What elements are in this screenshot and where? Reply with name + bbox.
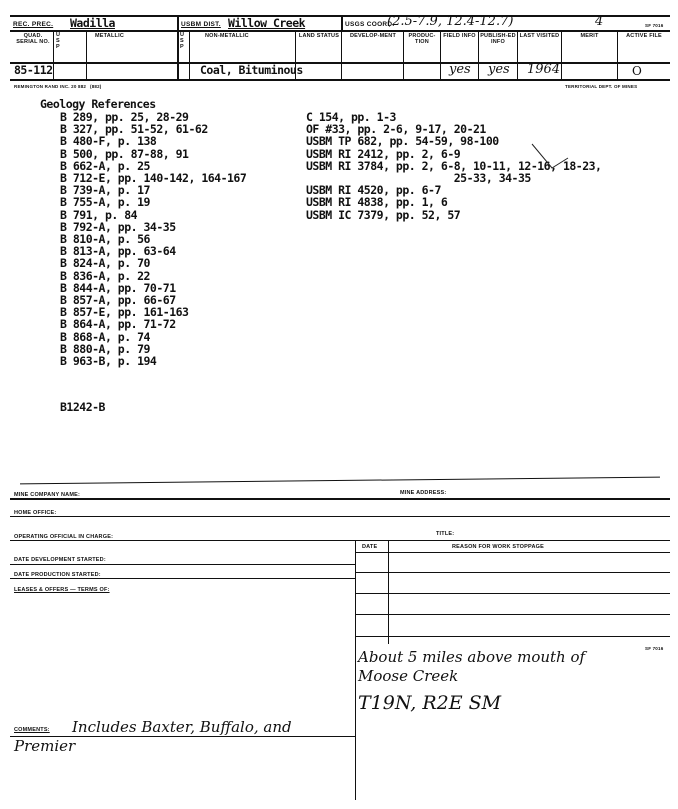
rule [517, 30, 518, 79]
reference-item: B 480-F, p. 138 [60, 134, 157, 149]
nonmetallic-value: Coal, Bituminous [200, 63, 303, 77]
reference-item: B 857-E, pp. 161-163 [60, 305, 189, 320]
active-file-value: O [632, 64, 642, 78]
reference-item: B 824-A, p. 70 [60, 256, 150, 271]
usgs-coord-value: (2.5-7.9, 12.4-12.7) [387, 14, 514, 29]
rule [617, 30, 618, 79]
territorial-dept: TERRITORIAL DEPT. OF MINES [565, 84, 638, 89]
printer-code-2: (882) [90, 84, 102, 89]
rule [388, 540, 389, 644]
reference-item: B 810-A, p. 56 [60, 232, 150, 246]
nonmetallic-label: NON-METALLIC [205, 33, 249, 39]
comments-label: COMMENTS: [14, 727, 50, 733]
location-note-line-2: Moose Creek [358, 667, 459, 685]
rule [341, 30, 342, 79]
title-label: TITLE: [436, 531, 455, 537]
reference-item: B 880-A, p. 79 [60, 341, 150, 356]
rule [10, 540, 670, 541]
mine-company-name-label: MINE COMPANY NAME: [14, 492, 81, 498]
rule [20, 477, 660, 485]
date-production-label: DATE PRODUCTION STARTED: [14, 572, 101, 578]
references-extra: B1242-B [60, 400, 105, 414]
rule [355, 614, 670, 615]
rec-prec-value: Wadilla [70, 16, 115, 30]
reference-item: B 864-A, pp. 71-72 [60, 317, 176, 332]
active-file-label: ACTIVE FILE [626, 33, 662, 39]
comments-line-2: Premier [14, 737, 76, 755]
rule [478, 30, 479, 79]
reference-item: B 739-A, p. 17 [60, 183, 150, 198]
rule [86, 30, 87, 79]
references-heading: Geology References [40, 97, 156, 111]
corner-mark: 4 [595, 14, 604, 29]
rule [341, 15, 343, 31]
usp-metallic: U S P [56, 32, 61, 50]
date-column-label: DATE [362, 544, 378, 550]
location-note-line-1: About 5 miles above mouth of [358, 648, 586, 666]
leases-label: LEASES & OFFERS — TERMS OF: [14, 587, 110, 593]
rule [10, 79, 670, 81]
rec-prec-label: REC. PREC. [13, 21, 54, 28]
rule [355, 572, 670, 573]
reference-item: USBM RI 4838, pp. 1, 6 [306, 195, 448, 210]
merit-label: MERIT [580, 33, 599, 39]
usbm-dist-value: Willow Creek [228, 16, 306, 30]
form-number: SF 7016 [645, 23, 664, 28]
development-label: DEVELOP-MENT [349, 33, 397, 39]
reference-item: OF #33, pp. 2-6, 9-17, 20-21 [306, 122, 486, 137]
rule [189, 30, 190, 79]
checkmark-icon [530, 140, 570, 172]
printer-code: 882 [78, 84, 87, 89]
rule [10, 62, 670, 64]
rule [355, 552, 670, 553]
reference-item: C 154, pp. 1-3 [306, 110, 396, 124]
field-info-label: FIELD INFO [443, 33, 476, 39]
mine-address-label: MINE ADDRESS: [400, 490, 447, 496]
reference-item: B 327, pp. 51-52, 61-62 [60, 122, 208, 137]
rule [10, 498, 670, 500]
date-development-label: DATE DEVELOPMENT STARTED: [14, 557, 106, 563]
rule [10, 516, 670, 517]
reference-item: B 289, pp. 25, 28-29 [60, 110, 189, 124]
reference-item: B 500, pp. 87-88, 91 [60, 146, 189, 161]
reference-item: 25-33, 34-35 [306, 171, 531, 185]
operating-official-label: OPERATING OFFICIAL IN CHARGE: [14, 534, 114, 540]
reference-item: B 844-A, pp. 70-71 [60, 280, 176, 295]
reference-item: B 791, p. 84 [60, 207, 138, 222]
comments-line-1: Includes Baxter, Buffalo, and [72, 718, 292, 736]
location-note-line-3: T19N, R2E SM [358, 692, 502, 714]
reference-item: B 662-A, p. 25 [60, 158, 150, 173]
rule [440, 30, 441, 79]
rule [355, 540, 356, 800]
usbm-dist-label: USBM DIST. [181, 21, 221, 28]
reference-item: B 792-A, pp. 34-35 [60, 219, 176, 234]
reference-item: USBM RI 2412, pp. 2, 6-9 [306, 146, 461, 161]
rule [561, 30, 562, 79]
rule [10, 30, 670, 32]
home-office-label: HOME OFFICE: [14, 510, 57, 516]
reason-column-label: REASON FOR WORK STOPPAGE [452, 544, 544, 550]
quad-serial-label: QUAD. SERIAL NO. [16, 33, 50, 45]
form-number-2: SF 7016 [645, 646, 664, 651]
rule [10, 578, 355, 579]
printer-line: REMINGTON RAND INC. 20 [14, 84, 77, 89]
rule [53, 30, 54, 79]
reference-item: B 836-A, p. 22 [60, 268, 150, 283]
reference-item: B 868-A, p. 74 [60, 329, 150, 344]
land-status-label: LAND STATUS [298, 33, 340, 39]
reference-item: B 712-E, pp. 140-142, 164-167 [60, 171, 247, 185]
metallic-label: METALLIC [95, 33, 124, 39]
reference-item: B 857-A, pp. 66-67 [60, 293, 176, 307]
field-info-value: yes [449, 62, 471, 77]
reference-item: USBM TP 682, pp. 54-59, 98-100 [306, 134, 499, 149]
last-visited-label: LAST VISITED [519, 33, 560, 39]
usgs-coord-label: USGS COORD. [345, 21, 395, 28]
rule [355, 593, 670, 594]
rule [177, 15, 179, 79]
rule [403, 30, 404, 79]
reference-item: USBM RI 3784, pp. 2, 6-8, 10-11, 12-16, 18-23, [306, 158, 602, 173]
reference-item: USBM RI 4520, pp. 6-7 [306, 183, 441, 198]
usp-nonmetallic: U S P [180, 32, 185, 50]
published-info-label: PUBLISH-ED INFO [480, 33, 516, 45]
last-visited-value: 1964 [527, 62, 561, 77]
reference-item: B 813-A, pp. 63-64 [60, 244, 176, 259]
published-info-value: yes [488, 62, 510, 77]
rule [355, 636, 670, 637]
reference-item: USBM IC 7379, pp. 52, 57 [306, 207, 461, 222]
quad-serial-value: 85-112 [14, 63, 53, 77]
reference-item: B 963-B, p. 194 [60, 354, 157, 368]
rule [10, 564, 355, 565]
reference-item: B 755-A, p. 19 [60, 195, 150, 210]
production-label: PRODUC-TION [408, 33, 436, 45]
